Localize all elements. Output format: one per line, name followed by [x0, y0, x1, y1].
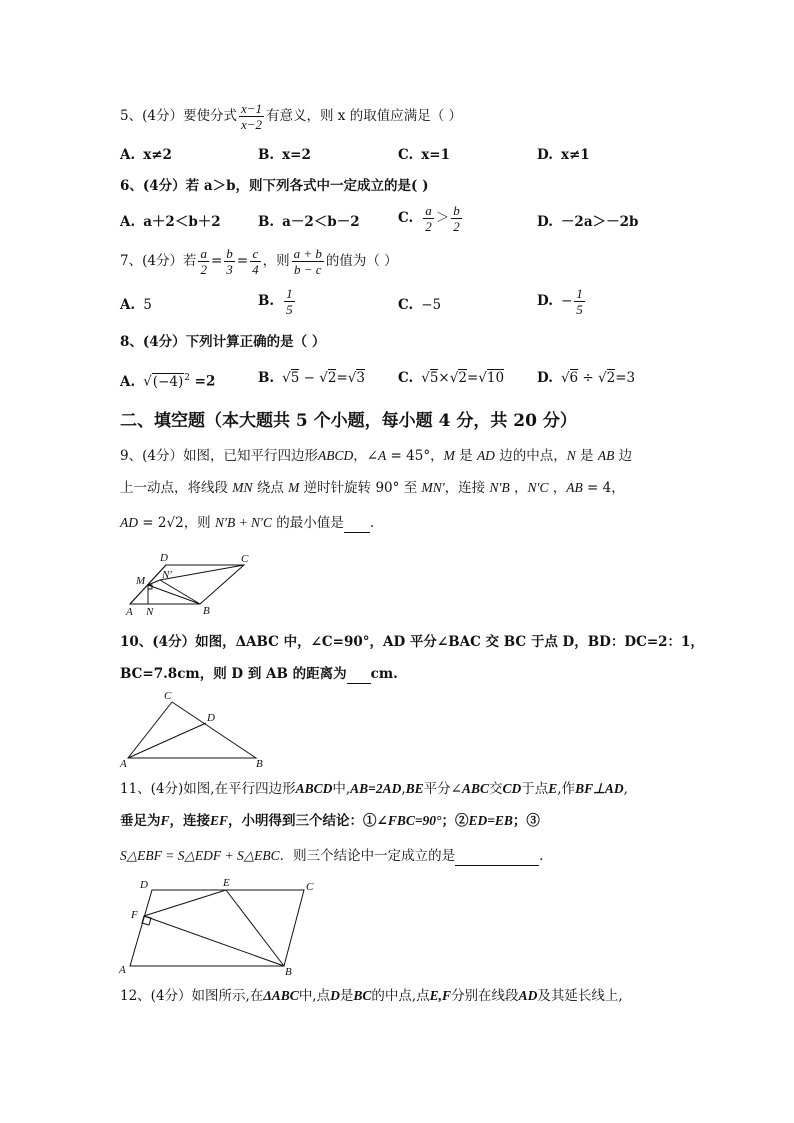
question-11-line-1: 11、(4分)如图,在平行四边形ABCD中,AB=2AD,BE平分∠ABC交CD于点E,作BF⊥AD,	[120, 781, 628, 797]
question-6: 6、(4分）若 a＞b，则下列各式中一定成立的是( )	[120, 178, 429, 194]
q5-option-a[interactable]: A. x≠2	[120, 147, 172, 163]
svg-text:B: B	[203, 605, 210, 617]
question-9-line-2: 上一动点，将线段 MN 绕点 M 逆时针旋转 90° 至 MN′，连接 N′B ，N′C ，AB = 4，	[120, 480, 625, 496]
question-11-line-2: 垂足为F，连接EF，小明得到三个结论：①∠FBC=90°；②ED=EB；③	[120, 813, 540, 829]
q5-option-b[interactable]: B. x=2	[258, 147, 311, 163]
svg-text:C: C	[241, 553, 249, 565]
question-7: 7、(4分）若 $\frac{a}{2}$ = $\frac{b}{3}$ = $\frac{c}{4}$ ，则 $\frac{a + b}{b - c}$ 的值为（ ）	[120, 246, 398, 277]
question-10-line-1: 10、(4分）如图，ΔABC 中，∠C=90°，AD 平分∠BAC 交 BC 于点 D，BD：DC=2：1，	[120, 634, 704, 650]
svg-text:A: A	[119, 964, 126, 976]
q6-option-c[interactable]: C. $\frac{a}{2}$ ＞ $\frac{b}{2}$	[398, 203, 460, 234]
svg-text:A: A	[120, 758, 127, 768]
q11-parallelogram-figure	[116, 874, 322, 978]
question-9-line-1: 9、(4分）如图，已知平行四边形ABCD，∠A = 45°，M 是 AD 边的中点，N 是 AB 边	[120, 448, 633, 464]
q8-option-a[interactable]: A. $√(-4)^2 =2$	[120, 373, 216, 390]
q8-option-d[interactable]: D. √6 ÷ √2=3	[537, 370, 636, 386]
q6-option-a[interactable]: A. a＋2＜b＋2	[120, 214, 221, 230]
q10-triangle-figure	[116, 688, 266, 768]
fraction: $\frac{x-1}{x-2}$	[240, 101, 262, 132]
svg-text:M: M	[136, 575, 146, 587]
q7-option-c[interactable]: C. −5	[398, 297, 442, 313]
svg-text:C: C	[164, 690, 172, 702]
q8-option-c[interactable]: C. √5×√2=√10	[398, 370, 505, 386]
svg-text:B: B	[256, 758, 263, 768]
svg-text:B: B	[285, 966, 292, 978]
svg-text:C: C	[306, 881, 314, 893]
svg-text:E: E	[223, 877, 230, 889]
svg-text:N: N	[146, 606, 154, 618]
q8-option-b[interactable]: B. √5 − √2=√3	[258, 370, 365, 386]
question-5: 5、(4分）要使分式 $\frac{x-1}{x-2}$ 有意义，则 x 的取值应满足（ ）	[120, 101, 462, 132]
q9-parallelogram-figure	[120, 548, 260, 620]
svg-text:D: D	[140, 879, 148, 891]
question-12-line-1: 12、(4分）如图所示,在ΔABC中,点D是BC的中点,点E,F分别在线段AD及其延长线上,	[120, 988, 623, 1004]
question-9-line-3: AD = 2√2，则 N′B + N′C 的最小值是 .	[120, 515, 375, 531]
svg-text:F: F	[131, 909, 138, 921]
answer-blank[interactable]	[347, 669, 371, 684]
svg-text:D: D	[160, 552, 168, 564]
answer-blank[interactable]	[455, 851, 539, 866]
question-10-line-2: BC=7.8cm，则 D 到 AB 的距离为 cm.	[120, 666, 398, 682]
q7-option-d[interactable]: D. − $\frac{1}{5}$	[537, 286, 583, 317]
q5-option-c[interactable]: C. x=1	[398, 147, 450, 163]
answer-blank[interactable]	[344, 518, 370, 533]
q6-option-b[interactable]: B. a－2＜b－2	[258, 214, 360, 230]
svg-text:D: D	[207, 712, 215, 724]
question-11-line-3: S△EBF = S△EDF + S△EBC．则三个结论中一定成立的是 .	[120, 848, 544, 864]
sqrt-radical: √	[143, 373, 152, 390]
q7-option-a[interactable]: A. 5	[120, 297, 152, 313]
svg-text:A: A	[126, 606, 133, 618]
question-8: 8、(4分）下列计算正确的是（ ）	[120, 334, 326, 350]
q7-option-b[interactable]: B. $\frac{1}{5}$	[258, 286, 293, 317]
q5-option-d[interactable]: D. x≠1	[537, 147, 590, 163]
svg-text:N′: N′	[162, 569, 172, 581]
section-heading: 二、填空题（本大题共 5 个小题，每小题 4 分，共 20 分）	[120, 411, 577, 431]
q6-option-d[interactable]: D. －2a＞－2b	[537, 214, 639, 230]
